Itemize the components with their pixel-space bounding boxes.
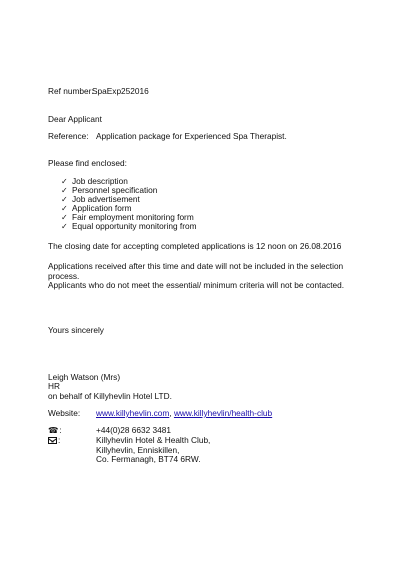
phone-colon: :	[59, 425, 62, 435]
list-item-label: Fair employment monitoring form	[72, 212, 194, 222]
phone-icon: ☎	[48, 425, 59, 435]
signatory-department: HR	[48, 381, 60, 391]
address-line: Killyhevlin Hotel & Health Club,	[96, 434, 211, 445]
signatory-on-behalf: on behalf of Killyhevlin Hotel LTD.	[48, 391, 172, 401]
website-link-main[interactable]: www.killyhevlin.com	[96, 408, 170, 418]
checkmark-icon: ✓	[61, 195, 68, 204]
enclosed-intro: Please find enclosed:	[48, 158, 127, 168]
envelope-icon	[48, 437, 57, 444]
list-item-label: Equal opportunity monitoring from	[72, 221, 197, 231]
list-item-label: Application form	[72, 203, 132, 213]
address-lines	[96, 436, 210, 465]
address-line: Co. Fermanagh, BT74 6RW.	[96, 454, 201, 465]
closing-date-text: The closing date for accepting completed applications is 12 noon on 26.08.2016	[48, 241, 342, 251]
phone-number: +44(0)28 6632 3481	[96, 425, 171, 435]
signatory-name: Leigh Watson (Mrs)	[48, 372, 121, 382]
address-line: Killyhevlin, Enniskillen,	[96, 444, 180, 455]
checkmark-icon: ✓	[61, 213, 68, 222]
ref-number-row	[48, 86, 149, 96]
address-row	[48, 436, 210, 465]
ref-number-value: SpaExp252016	[92, 86, 149, 96]
website-row	[48, 408, 272, 418]
checkmark-icon: ✓	[61, 222, 68, 231]
website-link-health-club[interactable]: www.killyhevlin/health-club	[173, 408, 273, 418]
reference-value: Application package for Experienced Spa Therapist.	[96, 131, 287, 141]
ref-number-label: Ref number:	[48, 86, 94, 96]
late-notice-text: Applications received after this time and date will not be included in the selection process.	[48, 261, 344, 281]
checkmark-icon: ✓	[61, 177, 68, 186]
list-item-label: Job description	[72, 176, 128, 186]
greeting: Dear Applicant	[48, 114, 102, 124]
reference-label: Reference:	[48, 131, 89, 141]
sign-off: Yours sincerely	[48, 325, 104, 335]
list-item-label: Job advertisement	[72, 194, 140, 204]
list-item-label: Personnel specification	[72, 185, 158, 195]
checkmark-icon: ✓	[61, 204, 68, 213]
list-item	[61, 222, 197, 231]
website-separator: ,	[169, 408, 174, 418]
criteria-notice-text: Applicants who do not meet the essential/ minimum criteria will not be contacted.	[48, 280, 345, 290]
contact-block	[48, 426, 210, 465]
reference-row	[48, 131, 287, 141]
address-colon: :	[58, 434, 61, 445]
website-label: Website:	[48, 408, 81, 418]
enclosed-list	[61, 177, 197, 231]
checkmark-icon: ✓	[61, 186, 68, 195]
